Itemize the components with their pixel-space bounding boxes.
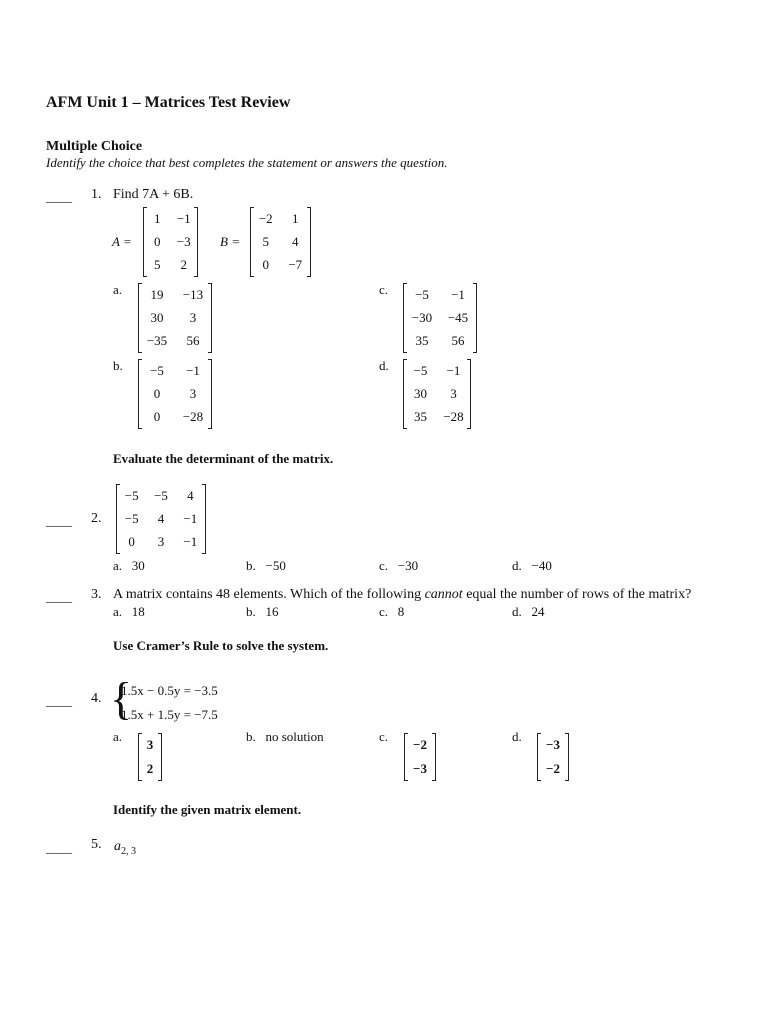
choice-3a[interactable]: a. 18 <box>113 604 145 619</box>
choice-3c[interactable]: c. 8 <box>379 604 405 619</box>
answer-blank-3[interactable]: ____ <box>46 589 72 604</box>
matrix-cell: −35 <box>146 333 168 349</box>
matrix-cell: −13 <box>182 286 204 302</box>
matrix-cell: −5 <box>150 362 164 378</box>
matrix-cell: 35 <box>414 409 427 425</box>
matrix-cell: −5 <box>415 286 429 302</box>
choice-matrix-4c[interactable] <box>404 733 436 781</box>
matrix-cell: −2 <box>413 737 427 752</box>
matrix-cell: 2 <box>146 761 154 776</box>
matrix-cell: −5 <box>124 487 139 503</box>
matrix-cell: −3 <box>546 737 560 752</box>
choice-matrix-1c[interactable] <box>403 283 477 353</box>
matrix-cell: −30 <box>411 310 433 325</box>
matrix-cell: 1 <box>292 210 299 226</box>
choice-label-4d: d. <box>512 729 522 744</box>
matrix-cell: −3 <box>176 234 191 249</box>
matrix-cell: 4 <box>187 487 194 503</box>
matrix-cell: −5 <box>124 511 139 526</box>
matrix-cell: 56 <box>186 333 200 349</box>
matrix-cell: −1 <box>186 362 200 378</box>
matrix-a <box>143 207 198 277</box>
answer-blank-2[interactable]: ____ <box>46 513 72 528</box>
choice-matrix-1a[interactable] <box>138 283 212 353</box>
matrix-a-label: A = <box>112 234 132 249</box>
choice-2a[interactable]: a. 30 <box>113 558 145 573</box>
answer-blank-1[interactable]: ____ <box>46 189 72 204</box>
matrix-cell: 0 <box>262 257 269 273</box>
matrix-cell: −3 <box>413 761 427 776</box>
matrix-cell: −1 <box>183 534 198 550</box>
matrix-cell: 0 <box>154 234 161 249</box>
section-cramers-rule: Use Cramer’s Rule to solve the system. <box>113 638 329 653</box>
instructions: Identify the choice that best completes the statement or answers the question. <box>46 155 448 170</box>
matrix-cell: −1 <box>446 362 461 378</box>
matrix-cell: −28 <box>182 409 204 425</box>
matrix-b <box>250 207 311 277</box>
matrix-cell: 3 <box>189 386 197 401</box>
matrix-cell: 19 <box>150 286 164 302</box>
matrix-cell: 5 <box>154 257 161 273</box>
matrix-cell: −2 <box>258 210 273 226</box>
question-number-3: 3. <box>91 587 102 602</box>
matrix-element-symbol: $a_{2, 3}$ <box>114 839 136 857</box>
matrix-cell: −45 <box>447 310 469 325</box>
matrix-cell: 5 <box>262 234 269 249</box>
choice-3d[interactable]: d. 24 <box>512 604 545 619</box>
choice-label-4c: c. <box>379 729 389 744</box>
question-number-1: 1. <box>91 187 102 202</box>
matrix-cell: 3 <box>146 737 154 752</box>
choice-matrix-1d[interactable] <box>403 359 471 429</box>
equation-1: 1.5x − 0.5y = −3.5 <box>121 683 218 698</box>
matrix-cell: −2 <box>546 761 560 776</box>
matrix-cell: 2 <box>180 257 187 273</box>
matrix-cell: −1 <box>176 210 191 226</box>
page-title: AFM Unit 1 – Matrices Test Review <box>46 94 291 111</box>
matrix-cell: −1 <box>183 511 198 526</box>
choice-label-1b: b. <box>113 358 123 373</box>
matrix-cell: 4 <box>157 511 165 526</box>
question-number-4: 4. <box>91 691 102 706</box>
answer-blank-5[interactable]: ____ <box>46 840 72 855</box>
matrix-cell: 0 <box>153 409 161 425</box>
matrix-cell: 4 <box>292 234 299 249</box>
matrix-cell: −1 <box>451 286 465 302</box>
matrix-cell: 56 <box>451 333 465 349</box>
system-brace: { <box>110 673 133 724</box>
section-matrix-element: Identify the given matrix element. <box>113 802 302 817</box>
choice-2d[interactable]: d. −40 <box>512 558 552 573</box>
choice-label-1c: c. <box>379 282 389 297</box>
matrix-cell: −7 <box>288 257 303 273</box>
choice-matrix-1b[interactable] <box>138 359 212 429</box>
matrix-cell: 35 <box>415 333 429 349</box>
matrix-cell: 30 <box>414 386 427 401</box>
choice-2c[interactable]: c. −30 <box>379 558 419 573</box>
question-number-2: 2. <box>91 511 102 526</box>
question-prompt-1: Find 7A + 6B. <box>113 187 194 202</box>
matrix-cell: 0 <box>153 386 161 401</box>
matrix-cell: −28 <box>443 409 464 425</box>
choice-2b[interactable]: b. −50 <box>246 558 286 573</box>
matrix-cell: 30 <box>150 310 164 325</box>
matrix-cell: 3 <box>157 534 165 550</box>
question-prompt-3: A matrix contains 48 elements. Which of the following cannot equal the number of rows of the matrix? <box>113 587 692 602</box>
choice-label-1a: a. <box>113 282 123 297</box>
matrix-cell: −5 <box>413 362 428 378</box>
matrix-cell: 3 <box>189 310 197 325</box>
matrix-cell: 1 <box>154 210 161 226</box>
section-heading: Multiple Choice <box>46 139 143 154</box>
equation-2: 1.5x + 1.5y = −7.5 <box>121 707 218 722</box>
choice-label-1d: d. <box>379 358 389 373</box>
choice-label-4a: a. <box>113 729 123 744</box>
matrix-b-label: B = <box>220 234 240 249</box>
answer-blank-4[interactable]: ____ <box>46 693 72 708</box>
choice-matrix-4a[interactable] <box>138 733 162 781</box>
matrix-cell: 3 <box>450 386 457 401</box>
section-determinant: Evaluate the determinant of the matrix. <box>113 451 334 466</box>
matrix-cell: −5 <box>154 487 168 503</box>
choice-3b[interactable]: b. 16 <box>246 604 279 619</box>
question-number-5: 5. <box>91 837 102 852</box>
determinant-matrix <box>116 484 206 554</box>
choice-matrix-4d[interactable] <box>537 733 569 781</box>
matrix-cell: 0 <box>128 534 135 550</box>
choice-4b[interactable]: b. no solution <box>246 729 324 744</box>
